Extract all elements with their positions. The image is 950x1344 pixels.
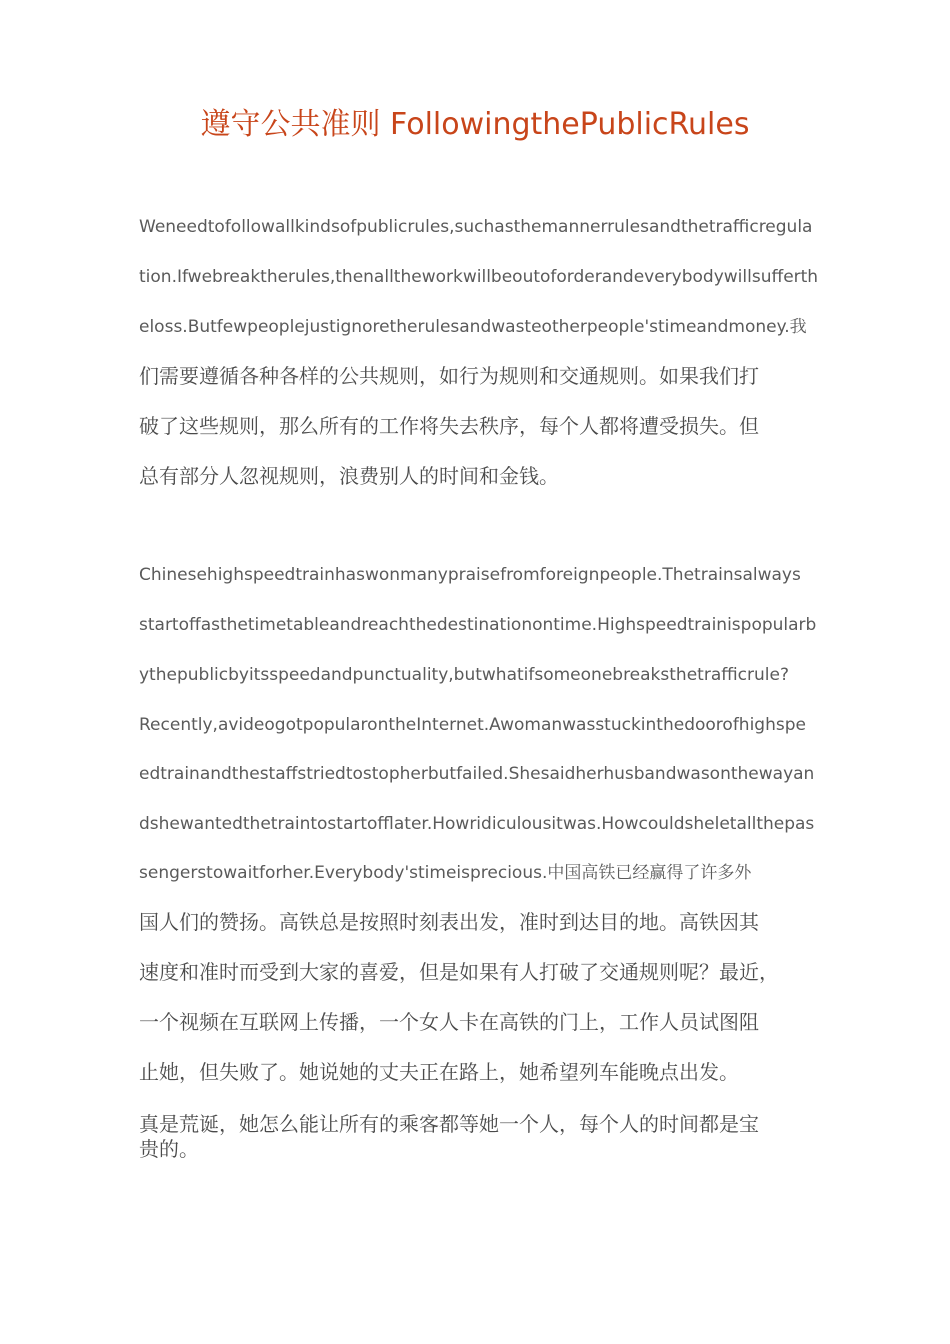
paragraph-3-line: 真是荒诞，她怎么能让所有的乘客都等她一个人，每个人的时间都是宝 [139, 1112, 759, 1136]
paragraph-2-line: edtrainandthestaffstriedtostopherbutfailed.Shesaidherhusbandwasonthewayan [139, 764, 815, 784]
paragraph-2-line: 止她，但失败了。她说她的丈夫正在路上，她希望列车能晚点出发。 [139, 1060, 739, 1084]
paragraph-2-line: ythepublicbyitsspeedandpunctuality,butwhatifsomeonebreaksthetrafficrule? [139, 665, 789, 685]
paragraph-1-line: 破了这些规则，那么所有的工作将失去秩序，每个人都将遭受损失。但 [139, 414, 759, 438]
paragraph-2-line: sengerstowaitforher.Everybody'stimeisprecious.中国高铁已经赢得了许多外 [139, 863, 752, 883]
paragraph-1-line: 们需要遵循各种各样的公共规则，如行为规则和交通规则。如果我们打 [139, 364, 759, 388]
paragraph-2-line: 速度和准时而受到大家的喜爱，但是如果有人打破了交通规则呢？最近， [139, 960, 779, 984]
paragraph-2-line: startoffasthetimetableandreachthedestinationontime.Highspeedtrainispopularb [139, 615, 817, 635]
paragraph-2-line: Chinesehighspeedtrainhaswonmanypraisefromforeignpeople.Thetrainsalways [139, 565, 801, 585]
paragraph-1-line: tion.Ifwebreaktherules,thenalltheworkwillbeoutoforderandeverybodywillsufferth [139, 267, 819, 287]
paragraph-1-line: 总有部分人忽视规则，浪费别人的时间和金钱。 [139, 464, 559, 488]
paragraph-2-line: Recently,avideogotpopularontheInternet.Awomanwasstuckinthedoorofhighspe [139, 715, 806, 735]
document-title: 遵守公共准则 FollowingthePublicRules [200, 107, 750, 142]
paragraph-2-line: 一个视频在互联网上传播，一个女人卡在高铁的门上，工作人员试图阻 [139, 1010, 759, 1034]
paragraph-2-line: dshewantedthetraintostartofflater.Howridiculousitwas.Howcouldsheletallthepas [139, 814, 815, 834]
paragraph-1-line: Weneedtofollowallkindsofpublicrules,suchasthemannerrulesandthetrafficregula [139, 217, 813, 237]
paragraph-3-line: 贵的。 [139, 1137, 199, 1161]
paragraph-1-line: eloss.Butfewpeoplejustignoretherulesandwasteotherpeople'stimeandmoney.我 [139, 317, 807, 337]
paragraph-2-line: 国人们的赞扬。高铁总是按照时刻表出发，准时到达目的地。高铁因其 [139, 910, 759, 934]
